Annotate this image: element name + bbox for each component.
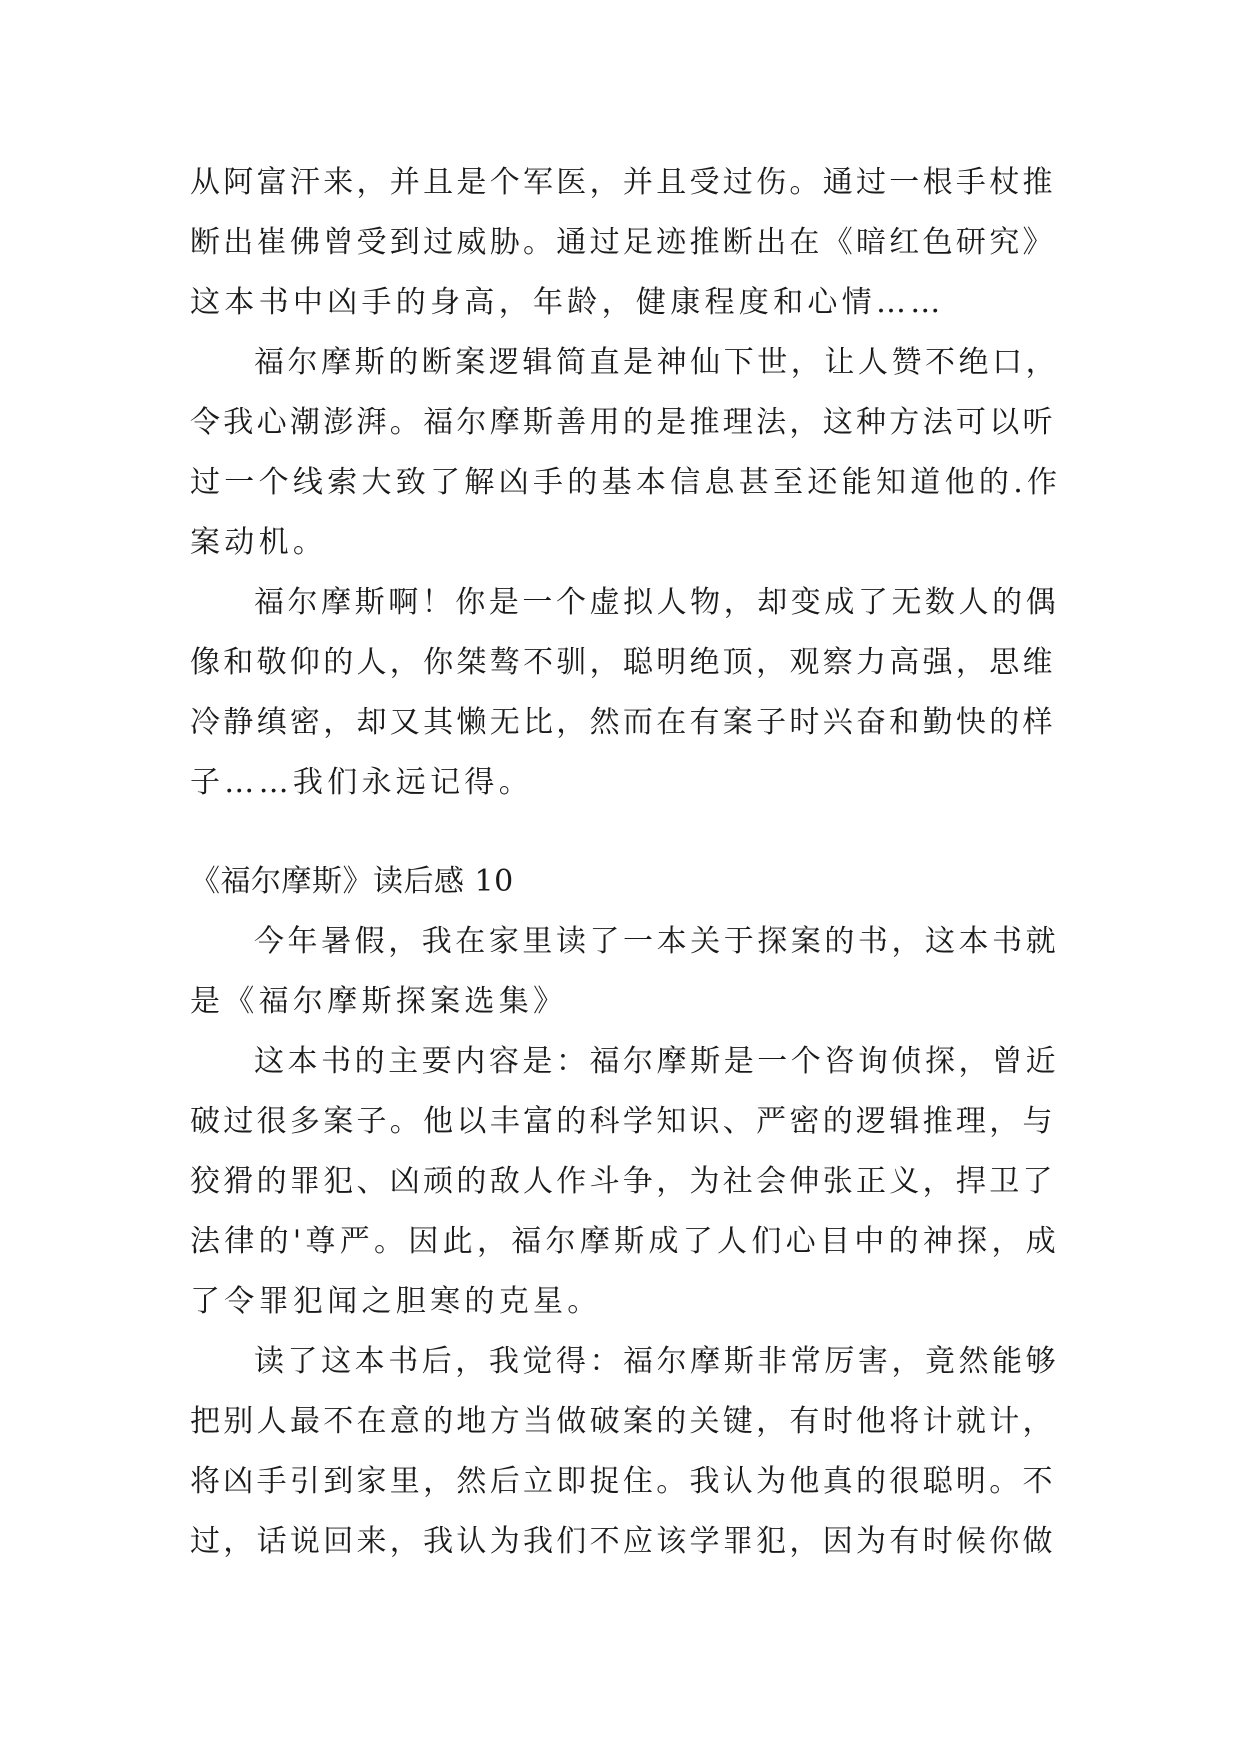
paragraph-2-line-3: 过一个线索大致了解凶手的基本信息甚至还能知道他的.作: [190, 465, 1062, 500]
paragraph-6-line-4: 过，话说回来，我认为我们不应该学罪犯，因为有时候你做: [190, 1524, 1056, 1559]
paragraph-5-line-5: 了令罪犯闻之胆寒的克星。: [190, 1284, 602, 1319]
paragraph-3-line-4: 子……我们永远记得。: [190, 765, 533, 800]
paragraph-4-line-2: 是《福尔摩斯探案选集》: [190, 984, 568, 1019]
paragraph-2-line-2: 令我心潮澎湃。福尔摩斯善用的是推理法，这种方法可以听: [190, 405, 1056, 440]
section-title: 《福尔摩斯》读后感 10: [190, 864, 514, 899]
paragraph-3-line-1: 福尔摩斯啊！你是一个虚拟人物，却变成了无数人的偶: [254, 585, 1060, 620]
paragraph-4-line-1: 今年暑假，我在家里读了一本关于探案的书，这本书就: [254, 924, 1060, 959]
paragraph-5-line-3: 狡猾的罪犯、凶顽的敌人作斗争，为社会伸张正义，捍卫了: [190, 1164, 1056, 1199]
paragraph-6-line-3: 将凶手引到家里，然后立即捉住。我认为他真的很聪明。不: [190, 1464, 1056, 1499]
paragraph-6-line-2: 把别人最不在意的地方当做破案的关键，有时他将计就计，: [190, 1404, 1056, 1439]
paragraph-3-line-2: 像和敬仰的人，你桀骜不驯，聪明绝顶，观察力高强，思维: [190, 645, 1056, 680]
paragraph-1-line-3: 这本书中凶手的身高，年龄，健康程度和心情……: [190, 285, 945, 320]
paragraph-2-line-1: 福尔摩斯的断案逻辑简直是神仙下世，让人赞不绝口，: [254, 345, 1060, 380]
paragraph-3-line-3: 冷静缜密，却又其懒无比，然而在有案子时兴奋和勤快的样: [190, 705, 1056, 740]
paragraph-1-line-1: 从阿富汗来，并且是个军医，并且受过伤。通过一根手杖推: [190, 165, 1056, 200]
paragraph-6-line-1: 读了这本书后，我觉得：福尔摩斯非常厉害，竟然能够: [254, 1344, 1060, 1379]
paragraph-1-line-2: 断出崔佛曾受到过威胁。通过足迹推断出在《暗红色研究》: [190, 225, 1056, 260]
paragraph-5-line-2: 破过很多案子。他以丰富的科学知识、严密的逻辑推理，与: [190, 1104, 1056, 1139]
paragraph-5-line-1: 这本书的主要内容是：福尔摩斯是一个咨询侦探，曾近: [254, 1044, 1060, 1079]
paragraph-5-line-4: 法律的'尊严。因此，福尔摩斯成了人们心目中的神探，成: [190, 1224, 1061, 1259]
paragraph-2-line-4: 案动机。: [190, 525, 328, 560]
